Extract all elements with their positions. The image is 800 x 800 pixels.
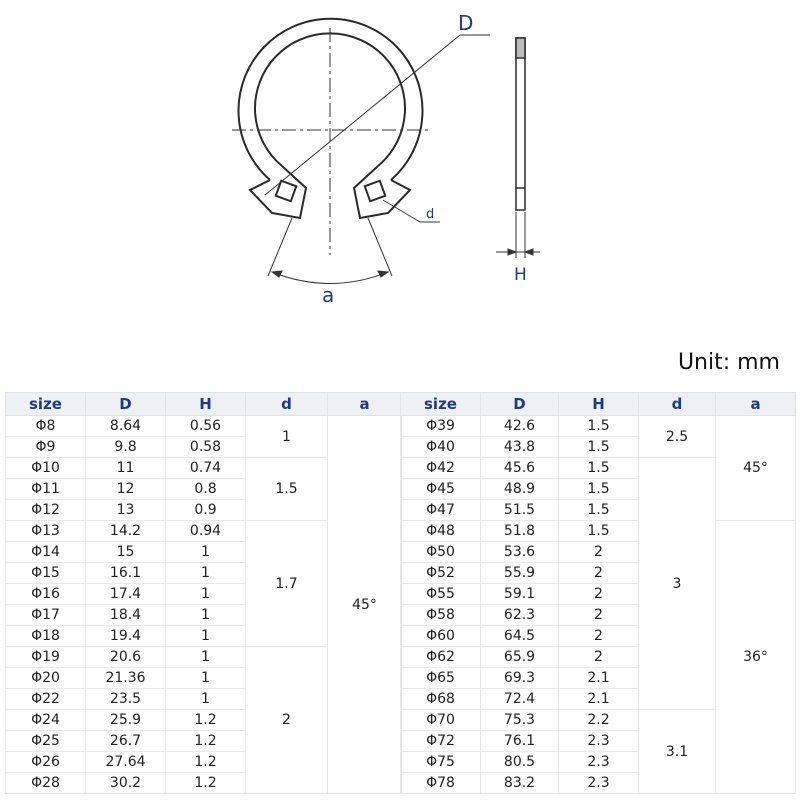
cell-D: 72.4 xyxy=(481,689,559,710)
spec-table-left xyxy=(5,392,402,794)
cell-H: 1.2 xyxy=(166,731,246,752)
cell-H: 2 xyxy=(559,584,639,605)
cell-D: 15 xyxy=(86,542,166,563)
side-view xyxy=(516,38,525,210)
label-d: d xyxy=(426,207,435,222)
cell-size: Φ40 xyxy=(401,437,481,458)
header-size: size xyxy=(6,393,86,416)
cell-D: 16.1 xyxy=(86,563,166,584)
cell-D: 30.2 xyxy=(86,773,166,794)
cell-H: 2.3 xyxy=(559,752,639,773)
cell-H: 2.3 xyxy=(559,731,639,752)
cell-H: 1 xyxy=(166,689,246,710)
cell-size: Φ24 xyxy=(6,710,86,731)
cell-D: 55.9 xyxy=(481,563,559,584)
angle-dimension xyxy=(268,218,392,284)
cell-D: 9.8 xyxy=(86,437,166,458)
cell-D: 14.2 xyxy=(86,521,166,542)
cell-size: Φ75 xyxy=(401,752,481,773)
cell-d-group: 2 xyxy=(246,647,328,794)
table-row xyxy=(401,521,796,542)
cell-d-group: 1.5 xyxy=(246,458,328,521)
cell-D: 25.9 xyxy=(86,710,166,731)
cell-size: Φ60 xyxy=(401,626,481,647)
table-row xyxy=(401,416,796,437)
header-H: H xyxy=(166,393,246,416)
cell-H: 2 xyxy=(559,626,639,647)
cell-D: 13 xyxy=(86,500,166,521)
unit-label: Unit: mm xyxy=(677,350,780,375)
cell-size: Φ20 xyxy=(6,668,86,689)
cell-a-group: 45° xyxy=(716,416,796,521)
cell-d-group: 2.5 xyxy=(639,416,716,458)
cell-D: 51.8 xyxy=(481,521,559,542)
cell-H: 1.2 xyxy=(166,710,246,731)
label-D: D xyxy=(458,11,474,35)
cell-size: Φ48 xyxy=(401,521,481,542)
cell-D: 21.36 xyxy=(86,668,166,689)
label-H: H xyxy=(514,265,527,285)
header-a: a xyxy=(328,393,402,416)
cell-D: 27.64 xyxy=(86,752,166,773)
diameter-leader xyxy=(265,35,490,195)
cell-H: 1.5 xyxy=(559,458,639,479)
cell-H: 1 xyxy=(166,668,246,689)
thickness-dimension xyxy=(496,212,540,258)
right-lug-hole xyxy=(365,181,386,202)
cell-a-group: 45° xyxy=(328,416,402,794)
cell-H: 1.5 xyxy=(559,500,639,521)
cell-D: 69.3 xyxy=(481,668,559,689)
cell-H: 1.2 xyxy=(166,752,246,773)
cell-H: 0.74 xyxy=(166,458,246,479)
header-d: d xyxy=(246,393,328,416)
cell-size: Φ55 xyxy=(401,584,481,605)
cell-d-group: 3.1 xyxy=(639,710,716,794)
cell-D: 53.6 xyxy=(481,542,559,563)
label-a: a xyxy=(322,283,335,307)
cell-D: 59.1 xyxy=(481,584,559,605)
cell-size: Φ18 xyxy=(6,626,86,647)
header-D: D xyxy=(481,393,559,416)
cell-D: 20.6 xyxy=(86,647,166,668)
cell-H: 2 xyxy=(559,605,639,626)
cell-H: 2 xyxy=(559,563,639,584)
table-header-row xyxy=(401,393,796,416)
cell-D: 11 xyxy=(86,458,166,479)
cell-size: Φ70 xyxy=(401,710,481,731)
header-d: d xyxy=(639,393,716,416)
circlip-diagram xyxy=(0,0,800,330)
cell-H: 0.8 xyxy=(166,479,246,500)
cell-size: Φ9 xyxy=(6,437,86,458)
header-size: size xyxy=(401,393,481,416)
cell-H: 2.1 xyxy=(559,689,639,710)
cell-size: Φ12 xyxy=(6,500,86,521)
cell-size: Φ52 xyxy=(401,563,481,584)
cell-H: 0.94 xyxy=(166,521,246,542)
cell-d-group: 1 xyxy=(246,416,328,458)
cell-size: Φ65 xyxy=(401,668,481,689)
cell-size: Φ15 xyxy=(6,563,86,584)
cell-size: Φ26 xyxy=(6,752,86,773)
header-a: a xyxy=(716,393,796,416)
cell-D: 8.64 xyxy=(86,416,166,437)
cell-D: 23.5 xyxy=(86,689,166,710)
cell-H: 2 xyxy=(559,647,639,668)
ring-shape xyxy=(239,19,423,218)
cell-size: Φ17 xyxy=(6,605,86,626)
cell-D: 51.5 xyxy=(481,500,559,521)
cell-size: Φ19 xyxy=(6,647,86,668)
cell-D: 26.7 xyxy=(86,731,166,752)
cell-D: 48.9 xyxy=(481,479,559,500)
cell-size: Φ42 xyxy=(401,458,481,479)
cell-H: 0.58 xyxy=(166,437,246,458)
cell-D: 45.6 xyxy=(481,458,559,479)
cell-size: Φ68 xyxy=(401,689,481,710)
cell-H: 0.9 xyxy=(166,500,246,521)
cell-D: 76.1 xyxy=(481,731,559,752)
cell-size: Φ28 xyxy=(6,773,86,794)
cell-D: 12 xyxy=(86,479,166,500)
cell-H: 1.5 xyxy=(559,521,639,542)
cell-D: 65.9 xyxy=(481,647,559,668)
header-H: H xyxy=(559,393,639,416)
cell-D: 62.3 xyxy=(481,605,559,626)
cell-H: 1 xyxy=(166,647,246,668)
cell-H: 1 xyxy=(166,605,246,626)
cell-H: 2.3 xyxy=(559,773,639,794)
cell-D: 80.5 xyxy=(481,752,559,773)
cell-size: Φ50 xyxy=(401,542,481,563)
cell-size: Φ14 xyxy=(6,542,86,563)
cell-size: Φ39 xyxy=(401,416,481,437)
cell-size: Φ13 xyxy=(6,521,86,542)
cell-a-group: 36° xyxy=(716,521,796,794)
cell-H: 1.5 xyxy=(559,437,639,458)
cell-size: Φ47 xyxy=(401,500,481,521)
cell-d-group: 3 xyxy=(639,458,716,710)
cell-size: Φ58 xyxy=(401,605,481,626)
cell-H: 2.1 xyxy=(559,668,639,689)
cell-H: 0.56 xyxy=(166,416,246,437)
cell-D: 19.4 xyxy=(86,626,166,647)
cell-H: 2 xyxy=(559,542,639,563)
cell-H: 2.2 xyxy=(559,710,639,731)
cell-D: 83.2 xyxy=(481,773,559,794)
cell-D: 17.4 xyxy=(86,584,166,605)
cell-H: 1.2 xyxy=(166,773,246,794)
cell-d-group: 1.7 xyxy=(246,521,328,647)
cell-size: Φ10 xyxy=(6,458,86,479)
cell-H: 1 xyxy=(166,563,246,584)
cell-H: 1 xyxy=(166,542,246,563)
cell-size: Φ78 xyxy=(401,773,481,794)
cell-size: Φ45 xyxy=(401,479,481,500)
cell-size: Φ62 xyxy=(401,647,481,668)
cell-size: Φ8 xyxy=(6,416,86,437)
cell-H: 1 xyxy=(166,584,246,605)
cell-size: Φ22 xyxy=(6,689,86,710)
cell-D: 42.6 xyxy=(481,416,559,437)
cell-H: 1 xyxy=(166,626,246,647)
cell-size: Φ16 xyxy=(6,584,86,605)
cell-size: Φ72 xyxy=(401,731,481,752)
cell-D: 43.8 xyxy=(481,437,559,458)
cell-D: 18.4 xyxy=(86,605,166,626)
cell-D: 75.3 xyxy=(481,710,559,731)
cell-H: 1.5 xyxy=(559,416,639,437)
cell-size: Φ11 xyxy=(6,479,86,500)
cell-size: Φ25 xyxy=(6,731,86,752)
table-header-row xyxy=(6,393,402,416)
table-row xyxy=(6,416,402,437)
spec-table-right xyxy=(400,392,796,794)
cell-D: 64.5 xyxy=(481,626,559,647)
cell-H: 1.5 xyxy=(559,479,639,500)
header-D: D xyxy=(86,393,166,416)
